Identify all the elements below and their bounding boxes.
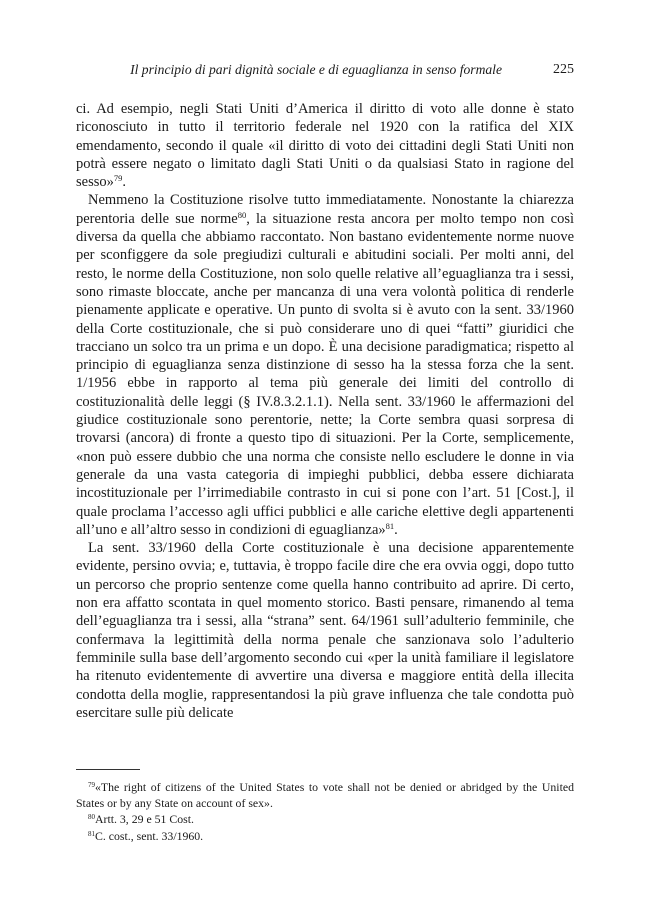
running-title: Il principio di pari dignità sociale e di eguaglianza in senso formale	[130, 62, 502, 77]
footnote-80: $^{80}$Artt. 3, 29 e 51 Cost.	[88, 812, 194, 827]
footnotes	[76, 779, 574, 844]
footnote-ref-80[interactable]: 80	[237, 209, 247, 220]
running-header	[76, 62, 574, 82]
footnote-separator	[76, 769, 140, 770]
footnote-ref-79[interactable]: 79	[113, 173, 123, 184]
footnote-ref-81[interactable]: 81	[385, 520, 395, 531]
paragraph-1: ci. Ad esempio, negli Stati Uniti d’America il diritto di voto alle donne è stato riconosciuto in tutto il territorio federale nel 1920 con la ratifica del XIX emendamento, secondo il quale «il diritto di voto dei cittadini degli Stati Uniti non potrà essere negato o limitato dagli Stati Uniti o da qualsiasi Stato in ragione del sesso»$^{79}$.	[76, 101, 574, 191]
page-number: 225	[553, 62, 574, 77]
footnote-79: $^{79}$«The right of citizens of the United States to vote shall not be denied or abridged by the United States or by any State on account of sex».	[76, 780, 574, 811]
paragraph-2: Nemmeno la Costituzione risolve tutto immediatamente. Nonostante la chiarezza perentoria delle sue norme$^{80}$, la situazione resta ancora per molto tempo non così diversa da quella che abbiamo raccontato. Non bastano evidentemente norme nuove per sconfiggere da sole pregiudizi culturali e abitudini sociali. Per molti anni, del resto, le norme della Costituzione, non solo quelle relative all’eguaglianza tra i sessi, sono rimaste bloccate, anche per mancanza di una vera volontà politica di renderle pienamente applicate e operative. Un punto di svolta si è avuto con la sent. 33/1960 della Corte costituzionale, che si può considerare uno di quei “fatti” giuridici che tracciano un solco tra un prima e un dopo. È una decisione paradigmatica; rispetto al principio di eguaglianza senza distinzione di sesso ha la stessa forza che la sent. 1/1956 ebbe in rapporto al tema più generale dei limiti del controllo di costituzionalità delle leggi (§ IV.8.3.2.1.1). Nella sent. 33/1960 le affermazioni del giudice costituzionale sono perentorie, nette; la Corte sembra quasi sorpresa di trovarsi (ancora) di fronte a questo tipo di situazioni. Per la Corte, semplicemente, «non può essere dubbio che una norma che consiste nello escludere le donne in via generale da una vasta categoria di impieghi pubblici, debba essere dichiarata incostituzionale per l’irrimediabile contrasto in cui si pone con l’art. 51 [Cost.], il quale proclama l’accesso agli uffici pubblici e alle cariche elettive degli appartenenti all’uno e all’altro sesso in condizioni di eguaglianza»$^{81}$.	[76, 192, 574, 538]
footnote-81: $^{81}$C. cost., sent. 33/1960.	[88, 828, 204, 843]
paragraph-3: La sent. 33/1960 della Corte costituzionale è una decisione apparentemente evidente, persino ovvia; e, tuttavia, è troppo facile dire che era ovvia oggi, dopo tutto un percorso che proprio sentenze come quella hanno contribuito ad aprire. Di certo, non era affatto scontata in quel momento storico. Basti pensare, rimanendo al tema dell’eguaglianza tra i sessi, alla “strana” sent. 64/1961 sull’adulterio femminile, che confermava la legittimità della norma penale che sanzionava solo l’adulterio femminile sulla base dell’argomento secondo cui «per la unità familiare il legislatore ha ritenuto evidentemente di avvertire una diversa e maggiore entità della illecita condotta della moglie, rappresentandosi la più grave influenza che tale condotta può esercitare sulle più delicate	[76, 540, 574, 721]
main-text	[76, 100, 574, 722]
